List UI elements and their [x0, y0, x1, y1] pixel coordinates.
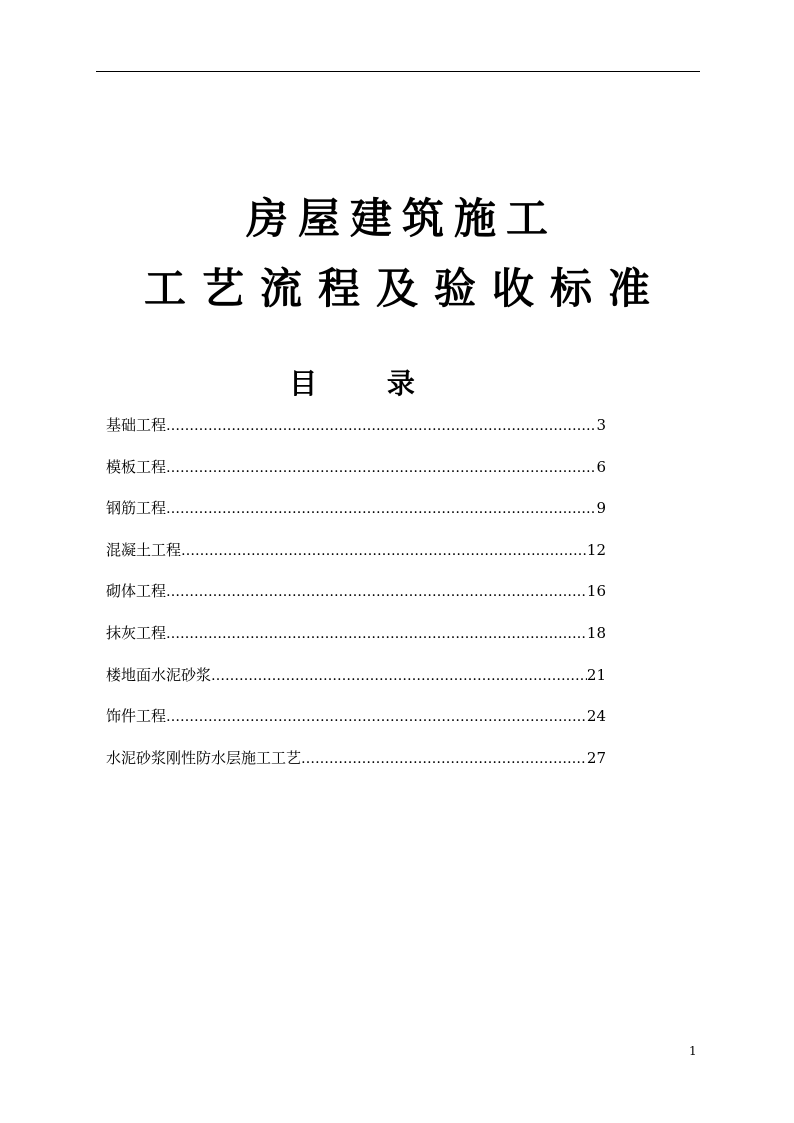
toc-entry-page: 6 [596, 457, 606, 476]
toc-entry[interactable] [106, 662, 606, 704]
toc-entry-label: 水泥砂浆刚性防水层施工工艺 [106, 748, 302, 767]
toc-entry[interactable] [106, 620, 606, 662]
document-title-line-2: 工艺流程及验收标准 [143, 264, 666, 313]
toc-entry[interactable] [106, 454, 606, 496]
toc-dot-leader [166, 579, 587, 605]
toc-dot-leader [166, 621, 587, 647]
toc-entry-label: 楼地面水泥砂浆 [106, 665, 212, 684]
document-title-line-1: 房屋建筑施工 [245, 194, 558, 243]
toc-dot-leader [211, 663, 587, 689]
toc-entry-label: 砌体工程 [106, 582, 167, 601]
toc-entry-label: 抹灰工程 [106, 623, 167, 642]
toc-entry-page: 12 [586, 540, 606, 559]
toc-entry-page: 3 [596, 416, 606, 434]
toc-entry-page: 18 [586, 623, 606, 642]
toc-entry-page: 21 [586, 665, 606, 684]
toc-entry-label: 钢筋工程 [106, 499, 167, 518]
toc-entry[interactable] [106, 578, 606, 620]
toc-entry[interactable] [106, 703, 606, 745]
toc-entry[interactable] [106, 745, 606, 787]
toc-dot-leader [301, 746, 587, 772]
toc-entry-label: 基础工程 [106, 416, 167, 434]
header-rule [96, 71, 700, 72]
toc-dot-leader [166, 455, 596, 481]
toc-entry-page: 9 [596, 499, 606, 518]
toc-dot-leader [166, 496, 596, 522]
toc-entry-label: 饰件工程 [106, 707, 167, 726]
toc-entry-page: 27 [586, 748, 606, 767]
toc-heading: 目 录 [289, 367, 445, 400]
toc-dot-leader [166, 413, 596, 439]
table-of-contents [106, 412, 606, 786]
toc-entry[interactable] [106, 412, 606, 454]
page-number: 1 [689, 1044, 697, 1058]
toc-entry-label: 混凝土工程 [106, 540, 182, 559]
toc-dot-leader [181, 538, 587, 564]
toc-entry-page: 24 [586, 707, 606, 726]
toc-dot-leader [166, 704, 587, 730]
toc-entry-page: 16 [586, 582, 606, 601]
toc-entry[interactable] [106, 495, 606, 537]
toc-entry-label: 模板工程 [106, 457, 167, 476]
toc-entry[interactable] [106, 537, 606, 579]
